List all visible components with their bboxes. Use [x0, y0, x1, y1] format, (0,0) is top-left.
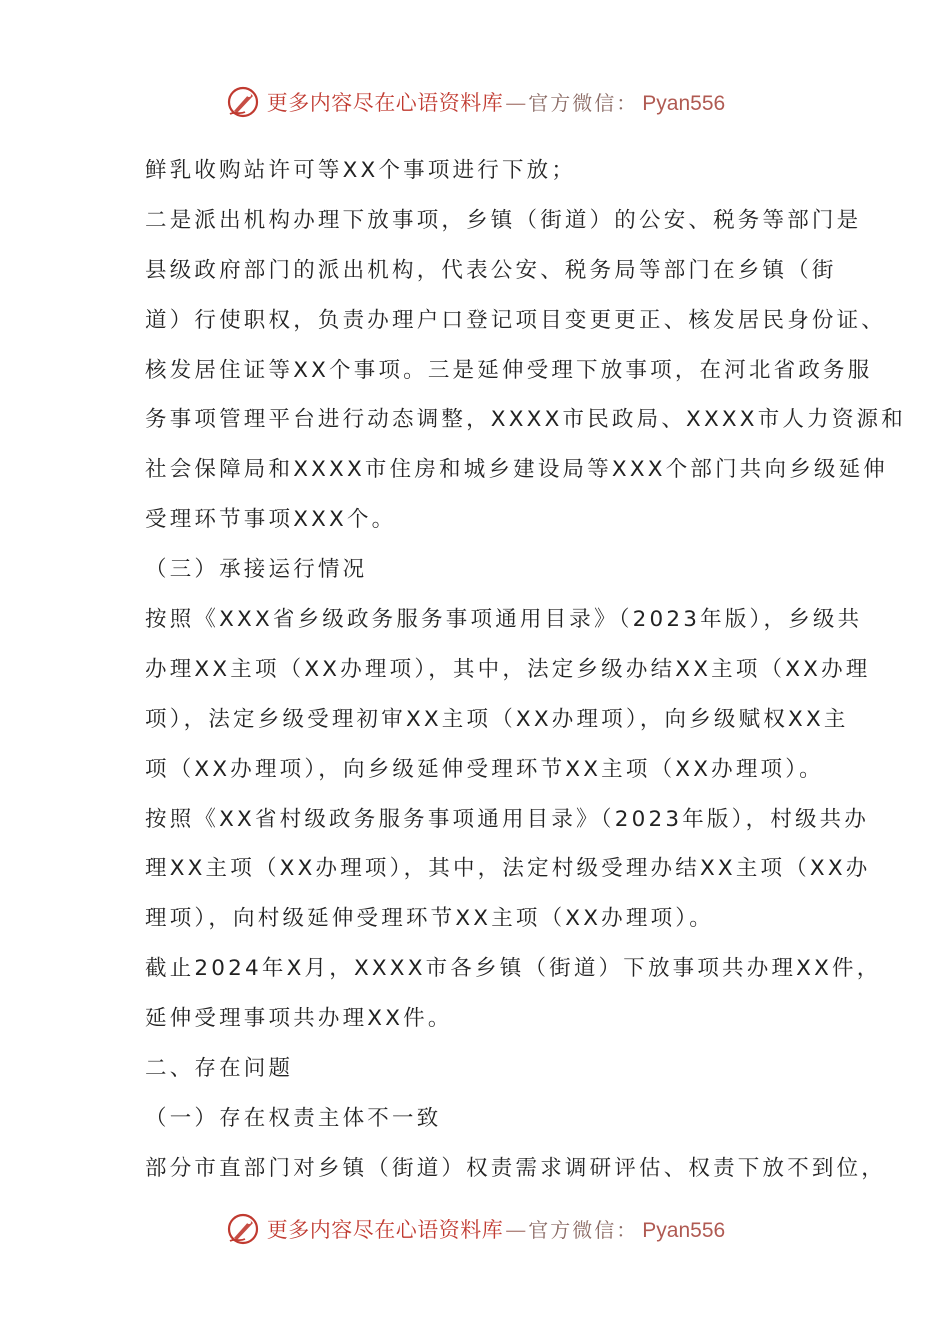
body-line: 截止2024年X月，XXXX市各乡镇（街道）下放事项共办理XX件，: [145, 956, 882, 982]
body-line: 延伸受理事项共办理XX件。: [145, 1006, 453, 1032]
watermark-dash: —: [505, 91, 527, 115]
quill-pen-logo-icon: [225, 1211, 261, 1247]
body-line: 办理XX主项（XX办理项），其中，法定乡级办结XX主项（XX办理: [145, 656, 871, 682]
body-line: 按照《XXX省乡级政务服务事项通用目录》（2023年版），乡级共: [145, 607, 863, 633]
body-line: 鲜乳收购站许可等XX个事项进行下放；: [145, 158, 577, 183]
watermark-wechat-label: 官方微信：: [528, 1218, 639, 1242]
body-line: 道）行使职权，负责办理户口登记项目变更更正、核发居民身份证、: [145, 307, 887, 333]
body-line: 理XX主项（XX办理项），其中，法定村级受理办结XX主项（XX办: [145, 856, 871, 882]
body-line: 二是派出机构办理下放事项，乡镇（街道）的公安、税务等部门是: [145, 207, 862, 233]
body-line: 社会保障局和XXXX市住房和城乡建设局等XXX个部门共向乡级延伸: [145, 457, 889, 483]
subsection-heading-1: （一）存在权责主体不一致: [145, 1105, 442, 1131]
section-heading-3: （三）承接运行情况: [145, 557, 368, 583]
body-line: 受理环节事项XXX个。: [145, 507, 397, 533]
body-line: 务事项管理平台进行动态调整，XXXX市民政局、XXXX市人力资源和: [145, 407, 906, 433]
watermark-site: 更多内容尽在心语资料库: [266, 1218, 504, 1242]
body-line: 部分市直部门对乡镇（街道）权责需求调研评估、权责下放不到位，: [145, 1155, 887, 1181]
watermark-site: 更多内容尽在心语资料库: [266, 91, 504, 115]
body-line: 县级政府部门的派出机构，代表公安、税务局等部门在乡镇（街: [145, 257, 837, 283]
watermark-banner-bottom: [0, 1207, 950, 1251]
section-heading-2: 二、存在问题: [145, 1056, 294, 1082]
watermark-wechat-id: Pyan556: [642, 1219, 726, 1242]
quill-pen-logo-icon: [225, 84, 261, 120]
body-line: 项），法定乡级受理初审XX主项（XX办理项），向乡级赋权XX主: [145, 706, 849, 732]
body-line: 理项），向村级延伸受理环节XX主项（XX办理项）。: [145, 906, 714, 932]
watermark-wechat-label: 官方微信：: [528, 91, 639, 115]
document-body: [145, 146, 906, 1194]
body-line: 按照《XX省村级政务服务事项通用目录》（2023年版），村级共办: [145, 806, 870, 832]
watermark-banner-top: [0, 80, 950, 124]
watermark-dash: —: [505, 1218, 527, 1242]
body-line: 核发居住证等XX个事项。三是延伸受理下放事项，在河北省政务服: [145, 357, 873, 383]
watermark-wechat-id: Pyan556: [642, 92, 726, 115]
watermark-text: [267, 87, 725, 117]
watermark-text: [267, 1214, 725, 1244]
body-line: 项（XX办理项），向乡级延伸受理环节XX主项（XX办理项）。: [145, 756, 824, 782]
